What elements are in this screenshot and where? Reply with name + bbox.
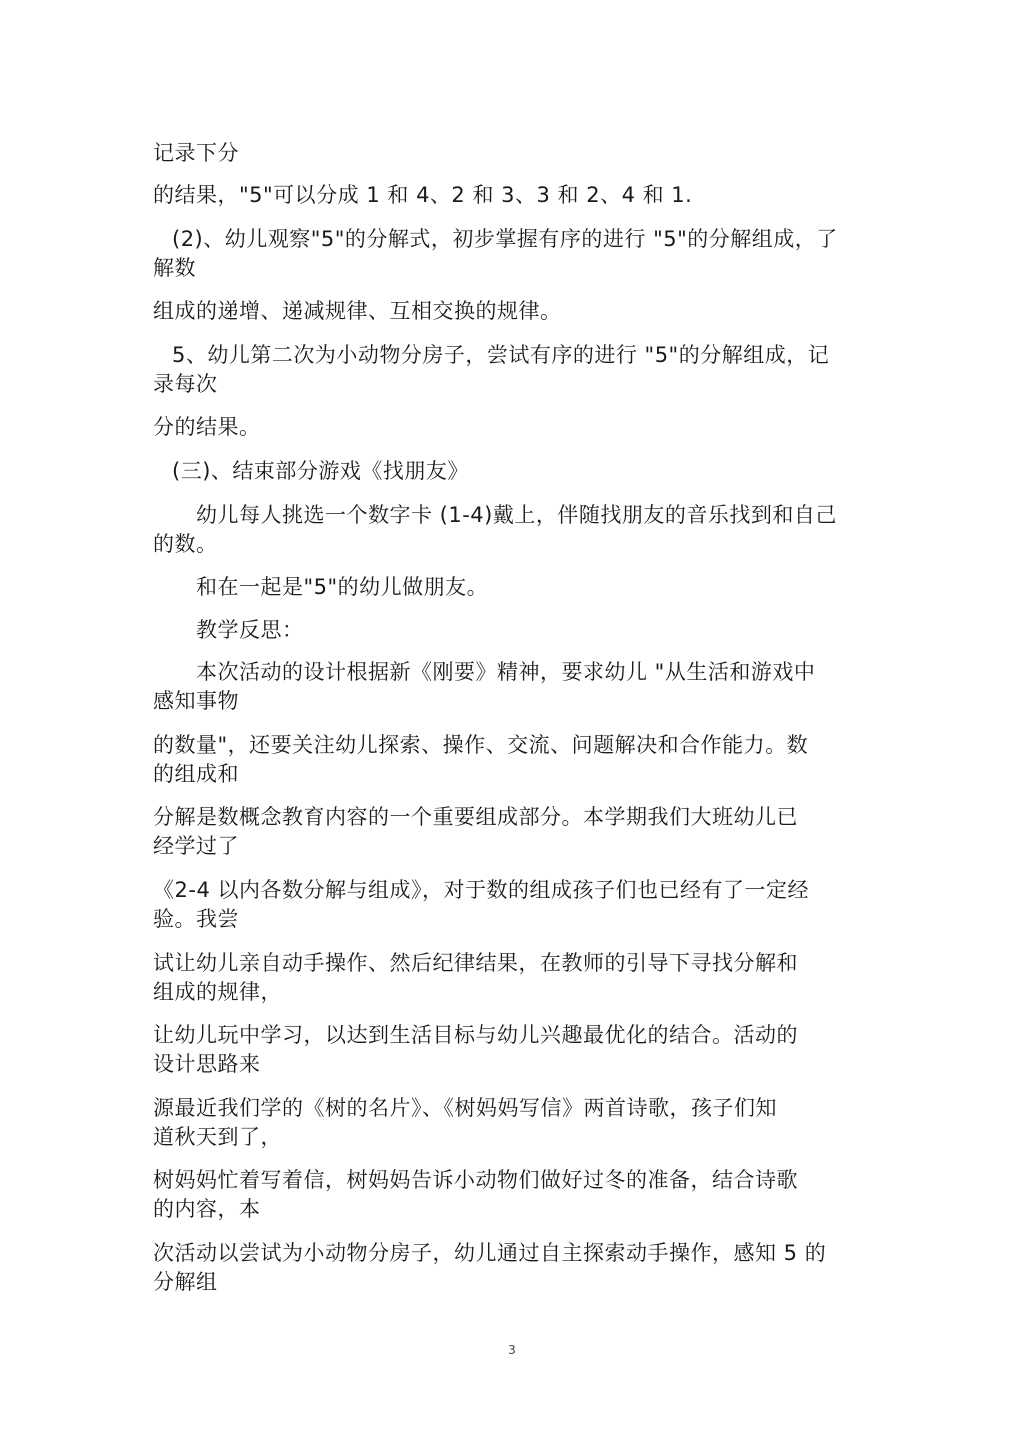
text-line: 本次活动的设计根据新《刚要》精神，要求幼儿 "从生活和游戏中 <box>196 660 816 684</box>
section-heading: 教学反思： <box>196 618 304 642</box>
text-line: 树妈妈忙着写着信，树妈妈告诉小动物们做好过冬的准备，结合诗歌 <box>153 1168 798 1192</box>
text-line: 录每次 <box>153 372 218 396</box>
text-line: 分解组 <box>153 1270 218 1294</box>
text-line: 的结果，"5"可以分成 1 和 4、2 和 3、3 和 2、4 和 1. <box>153 183 693 207</box>
text-line: 记录下分 <box>153 141 239 165</box>
text-line: 和在一起是"5"的幼儿做朋友。 <box>196 575 489 599</box>
text-line: 组成的递增、递减规律、互相交换的规律。 <box>153 299 562 323</box>
text-line: 感知事物 <box>153 689 239 713</box>
text-line: 验。我尝 <box>153 907 239 931</box>
text-line: 源最近我们学的《树的名片》、《树妈妈写信》两首诗歌，孩子们知 <box>153 1096 777 1120</box>
text-line: 试让幼儿亲自动手操作、然后纪律结果，在教师的引导下寻找分解和 <box>153 951 798 975</box>
text-line: 的数量"，还要关注幼儿探索、操作、交流、问题解决和合作能力。数 <box>153 733 809 757</box>
text-line: (2)、幼儿观察"5"的分解式，初步掌握有序的进行 "5"的分解组成，了 <box>172 227 838 251</box>
text-line: 的数。 <box>153 532 218 556</box>
section-heading: (三)、结束部分游戏《找朋友》 <box>172 459 469 483</box>
text-line: 经学过了 <box>153 834 239 858</box>
text-line: 设计思路来 <box>153 1052 261 1076</box>
text-line: 解数 <box>153 256 196 280</box>
text-line: 的内容，本 <box>153 1197 261 1221</box>
text-line: 次活动以尝试为小动物分房子，幼儿通过自主探索动手操作，感知 5 的 <box>153 1241 827 1265</box>
text-line: 分解是数概念教育内容的一个重要组成部分。本学期我们大班幼儿已 <box>153 805 798 829</box>
text-line: 的组成和 <box>153 762 239 786</box>
text-line: 道秋天到了， <box>153 1125 282 1149</box>
text-line: 5、幼儿第二次为小动物分房子，尝试有序的进行 "5"的分解组成，记 <box>172 343 830 367</box>
text-line: 《2-4 以内各数分解与组成》，对于数的组成孩子们也已经有了一定经 <box>153 878 809 902</box>
text-line: 幼儿每人挑选一个数字卡 (1-4)戴上，伴随找朋友的音乐找到和自己 <box>196 503 837 527</box>
text-line: 组成的规律， <box>153 980 282 1004</box>
text-line: 分的结果。 <box>153 415 261 439</box>
page-number: 3 <box>508 1343 516 1357</box>
text-line: 让幼儿玩中学习，以达到生活目标与幼儿兴趣最优化的结合。活动的 <box>153 1023 798 1047</box>
